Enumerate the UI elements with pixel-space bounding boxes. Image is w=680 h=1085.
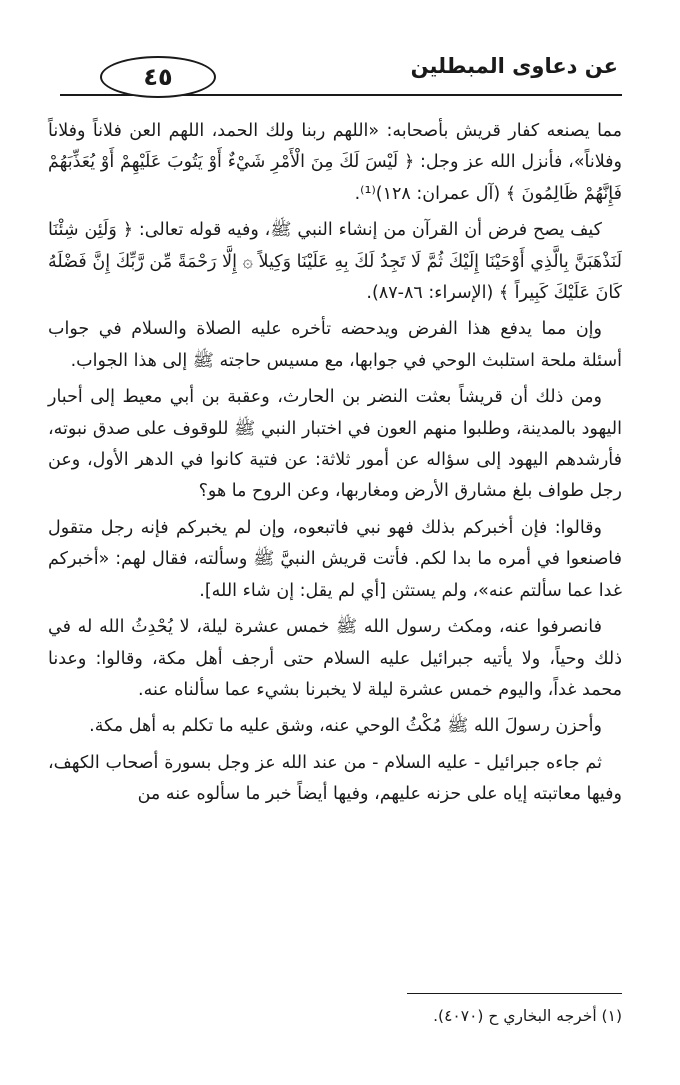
footnote-rule (407, 993, 622, 994)
paragraph-4: ومن ذلك أن قريشاً بعثت النضر بن الحارث، وعقبة بن أبي معيط إلى أحبار اليهود بالمدينة، وطلبوا منهم العون في اختبار النبي ﷺ للوقوف على صدق نبوته، فأرشدهم اليهود إلى سؤاله عن أمور ثلاثة: عن فتية كانوا في الدهر الأول، وعن رجل طواف بلغ مشارق الأرض ومغاربها، وعن الروح ما هو؟ (48, 387, 622, 502)
paragraph-8: ثم جاءه جبرائيل - عليه السلام - من عند الله عز وجل بسورة أصحاب الكهف، وفيها معاتبته إياه على حزنه عليهم، وفيها أيضاً خبر ما سألوه عنه من (48, 752, 622, 805)
paragraph-3: وإن مما يدفع هذا الفرض ويدحضه تأخره عليه الصلاة والسلام في جواب أسئلة ملحة استلبث الوحي في جوابها، مع مسيس حاجته ﷺ إلى هذا الجواب. (48, 319, 622, 371)
paragraph-7: وأحزن رسولَ الله ﷺ مُكْثُ الوحي عنه، وشق عليه ما تكلم به أهل مكة. (89, 716, 602, 737)
running-title: عن دعاوى المبطلين (410, 54, 618, 78)
paragraph-6: فانصرفوا عنه، ومكث رسول الله ﷺ خمس عشرة ليلة، لا يُحْدِثُ الله له في ذلك وحياً، ولا يأتيه جبرائيل عليه السلام حتى أرجف أهل مكة، وقالوا: وعدنا محمد غداً، واليوم خمس عشرة ليلة لا يخبرنا بشيء عما سألناه عنه. (48, 617, 622, 700)
paragraph-2: كيف يصح فرض أن القرآن من إنشاء النبي ﷺ، وفيه قوله تعالى: ﴿ وَلَئِن شِئْنَا لَنَذْهَبَنَّ بِالَّذِي أَوْحَيْنَا إِلَيْكَ ثُمَّ لَا تَجِدُ لَكَ بِهِ عَلَيْنَا وَكِيلاً ۞ إِلَّا رَحْمَةً مِّن رَّبِّكَ إِنَّ فَضْلَهُ كَانَ عَلَيْكَ كَبِيراً ﴾ (الإسراء: ٨٦-٨٧). (48, 220, 622, 304)
footnote: (١) أخرجه البخاري ح (٤٠٧٠). (433, 1007, 622, 1025)
page-number: ٤٥ (100, 56, 216, 98)
paragraph-5: وقالوا: فإن أخبركم بذلك فهو نبي فاتبعوه، وإن لم يخبركم فإنه رجل متقول فاصنعوا في أمره ما بدا لكم. فأتت قريش النبيَّ ﷺ وسألته، فقال لهم: «أخبركم غدا عما سألتم عنه»، ولم يستثن [أي لم يقل: إن شاء الله]. (48, 517, 622, 601)
body-text (48, 116, 622, 816)
page-header (60, 50, 622, 104)
paragraph-1: مما يصنعه كفار قريش بأصحابه: «اللهم ربنا ولك الحمد، اللهم العن فلاناً وفلاناً وفلاناً»، فأنزل الله عز وجل: ﴿ لَيْسَ لَكَ مِنَ الْأَمْرِ شَيْءٌ أَوْ يَتُوبَ عَلَيْهِمْ أَوْ يُعَذِّبَهُمْ فَإِنَّهُمْ ظَالِمُونَ ﴾ (آل عمران: ١٢٨)⁽¹⁾. (48, 121, 622, 204)
